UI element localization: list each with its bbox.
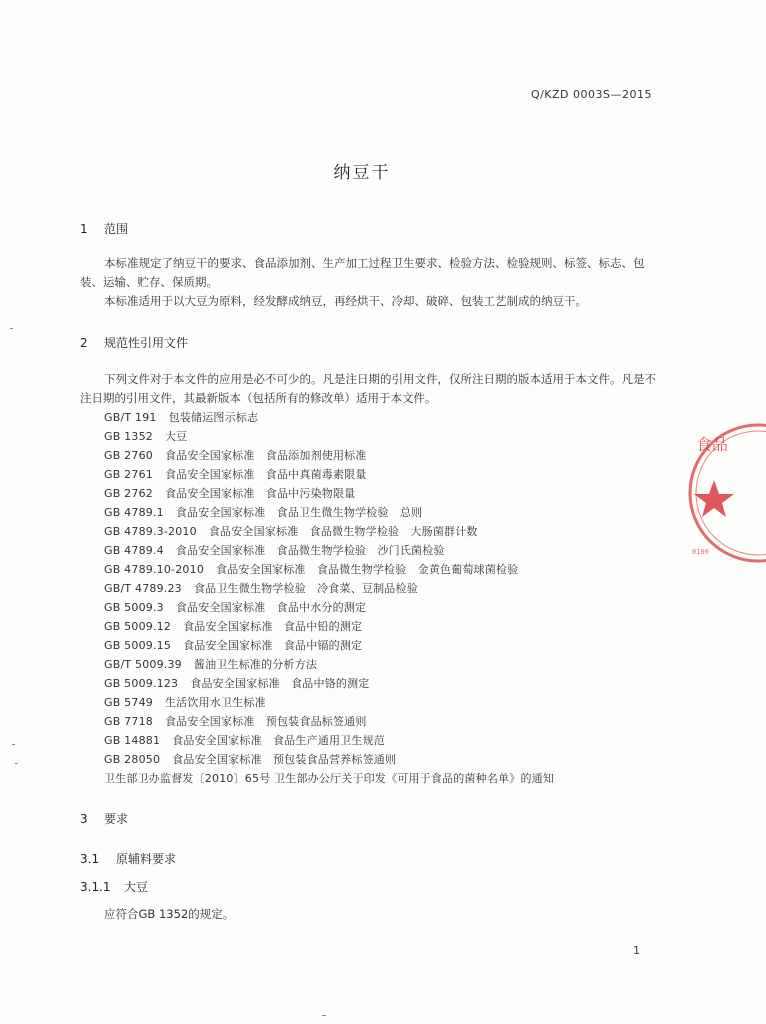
reference-item (104, 693, 664, 712)
standard-code: Q/KZD 0003S—2015 (530, 88, 652, 101)
scope-paragraph-2: 本标准适用于以大豆为原料，经发酵成纳豆，再经烘干、冷却、破碎、包装工艺制成的纳豆干。 (104, 294, 587, 308)
reference-code: GB/T 4789.23 (104, 582, 182, 595)
reference-item (104, 712, 664, 731)
document-title: 纳豆干 (333, 163, 391, 183)
section-number: 1 (80, 222, 88, 236)
section-number: 3 (80, 812, 88, 826)
soybean-requirement-text: 应符合GB 1352的规定。 (104, 907, 235, 921)
reference-item (104, 408, 664, 427)
scan-speck (322, 1015, 326, 1016)
reference-item (104, 769, 664, 788)
reference-code: GB 5009.15 (104, 639, 172, 652)
reference-title: 食品安全国家标准 食品微生物学检验 金黄色葡萄球菌检验 (216, 563, 519, 576)
references-intro: 下列文件对于本文件的应用是必不可少的。凡是注日期的引用文件，仅所注日期的版本适用于本文件。凡是不注日期的引用文件，其最新版本（包括所有的修改单）适用于本文件。 (80, 372, 656, 405)
seal-icon (686, 418, 766, 568)
reference-title: 食品安全国家标准 食品中污染物限量 (164, 487, 356, 500)
section-3-heading (80, 810, 128, 827)
section-title: 规范性引用文件 (104, 336, 189, 350)
reference-title: 食品安全国家标准 预包装食品标签通则 (164, 715, 367, 728)
subsection-title: 大豆 (124, 880, 149, 894)
reference-title: 食品安全国家标准 食品中水分的测定 (175, 601, 367, 614)
reference-code: GB 2762 (104, 487, 153, 500)
subsection-3-1-1-heading (80, 878, 148, 895)
reference-code: GB 5009.12 (104, 620, 172, 633)
section-1-heading (80, 220, 128, 237)
reference-item (104, 731, 664, 750)
reference-title: 食品安全国家标准 食品微生物学检验 大肠菌群计数 (208, 525, 478, 538)
company-seal-stamp (686, 418, 766, 568)
reference-code: GB 4789.3-2010 (104, 525, 197, 538)
reference-title: 食品安全国家标准 食品微生物学检验 沙门氏菌检验 (175, 544, 445, 557)
reference-code: GB 5749 (104, 696, 153, 709)
reference-title: 食品安全国家标准 食品中铅的测定 (183, 620, 363, 633)
reference-code: GB 14881 (104, 734, 161, 747)
reference-code: GB 4789.1 (104, 506, 164, 519)
reference-code: GB 5009.3 (104, 601, 164, 614)
reference-item (104, 465, 664, 484)
reference-item (104, 503, 664, 522)
subsection-3-1-heading (80, 850, 176, 867)
reference-item (104, 560, 664, 579)
reference-code: GB/T 5009.39 (104, 658, 182, 671)
reference-code: GB 1352 (104, 430, 153, 443)
reference-item (104, 617, 664, 636)
reference-item (104, 636, 664, 655)
scan-speck (15, 763, 18, 764)
reference-code: GB 7718 (104, 715, 153, 728)
reference-title: 食品安全国家标准 食品生产通用卫生规范 (172, 734, 385, 747)
subsection-title: 原辅料要求 (116, 852, 177, 866)
reference-item (104, 541, 664, 560)
reference-title: 卫生部卫办监督发〔2010〕65号 卫生部办公厅关于印发《可用于食品的菌种名单》的通知 (104, 772, 555, 785)
reference-item (104, 446, 664, 465)
reference-title: 酱油卫生标准的分析方法 (193, 658, 318, 671)
scope-paragraph-1: 本标准规定了纳豆干的要求、食品添加剂、生产加工过程卫生要求、检验方法、检验规则、标签、标志、包装、运输、贮存、保质期。 (80, 256, 645, 289)
reference-code: GB 4789.4 (104, 544, 164, 557)
reference-title: 食品安全国家标准 食品中铬的测定 (190, 677, 370, 690)
reference-code: GB 5009.123 (104, 677, 179, 690)
scan-speck (10, 328, 13, 329)
reference-title: 包装储运图示标志 (168, 411, 259, 424)
reference-title: 食品安全国家标准 食品添加剂使用标准 (164, 449, 367, 462)
reference-title: 食品安全国家标准 食品中真菌毒素限量 (164, 468, 367, 481)
reference-item (104, 522, 664, 541)
reference-item (104, 750, 664, 769)
page-number: 1 (633, 944, 640, 957)
subsection-number: 3.1 (80, 852, 100, 866)
reference-title: 食品安全国家标准 预包装食品营养标签通则 (172, 753, 397, 766)
reference-code: GB 2761 (104, 468, 153, 481)
reference-item (104, 655, 664, 674)
section-title: 要求 (104, 812, 129, 826)
reference-title: 生活饮用水卫生标准 (164, 696, 266, 709)
scan-speck (12, 744, 15, 745)
reference-code: GB 28050 (104, 753, 161, 766)
reference-code: GB 2760 (104, 449, 153, 462)
reference-item (104, 598, 664, 617)
reference-item (104, 484, 664, 503)
svg-text:0100: 0100 (692, 548, 709, 556)
reference-title: 食品卫生微生物学检验 冷食菜、豆制品检验 (193, 582, 418, 595)
reference-code: GB 4789.10-2010 (104, 563, 205, 576)
reference-title: 食品安全国家标准 食品中镉的测定 (183, 639, 363, 652)
reference-code: GB/T 191 (104, 411, 157, 424)
reference-title: 大豆 (164, 430, 188, 443)
reference-title: 食品安全国家标准 食品卫生微生物学检验 总则 (175, 506, 423, 519)
section-number: 2 (80, 336, 88, 350)
svg-text:食品: 食品 (696, 435, 729, 454)
reference-list (104, 408, 664, 788)
section-2-heading (80, 334, 188, 351)
reference-item (104, 674, 664, 693)
reference-item (104, 427, 664, 446)
subsection-number: 3.1.1 (80, 880, 111, 894)
reference-item (104, 579, 664, 598)
section-title: 范围 (104, 222, 129, 236)
